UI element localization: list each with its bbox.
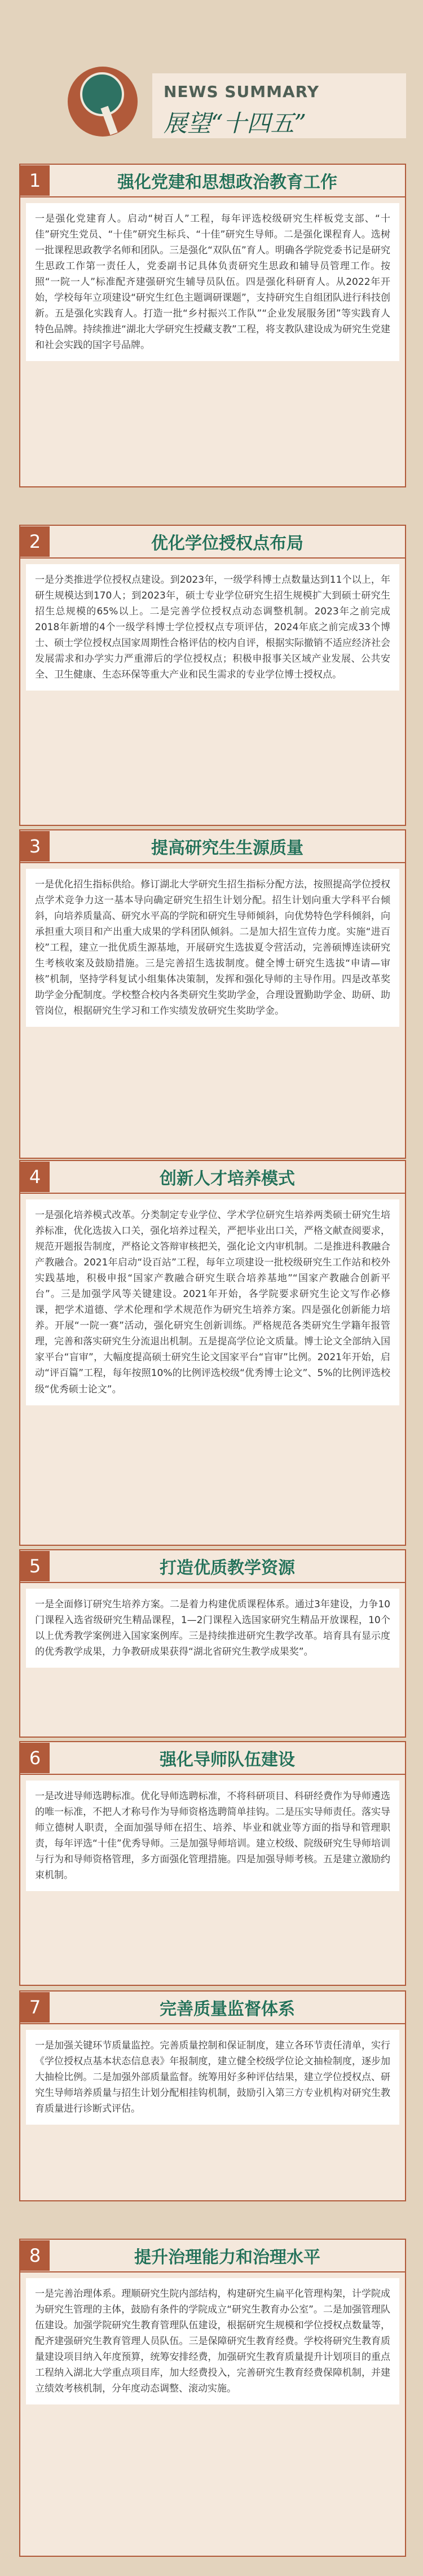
section-text: 一是完善治理体系。理顺研究生院内部结构，构建研究生扁平化管理构架，计学院成为研究生管理的主体，鼓励有条件的学院成立“研究生教育办公室”。二是加强管理队伍建设。加强学院研究生教育管理队伍建设，根据研究生规模和学位授权点数量等，配齐建强研究生教育管理人员队伍。三是保障研究生教育经费。学校将研究生教育质量建设项目纳入年度预算，统筹安排经费，加强研究生教育质量提升计划项目的重点工程纳入湖北大学重点项目库，加大经费投入，完善研究生教育经费保障机制，并建立绩效考核机制，分年度动态调整、滚动实施。: [35, 2288, 390, 2395]
section-header: [20, 1161, 405, 1194]
section-text: 一是改进导师选聘标准。优化导师选聘标准，不将科研项目、科研经费作为导师遴选的唯一标准，不把人才称号作为导师资格选聘简单挂钩。二是压实导师责任。落实导师立德树人职责，全面加强导师在招生、培养、毕业和就业等方面的指导和管理职责，每年评选“十佳”优秀导师。三是加强导师培训。建立校级、院级研究生导师培训与行为和导师资格管理，多方面强化管理措施。四是加强导师考核。五是建立激励约束机制。: [35, 1791, 390, 1882]
section-title: 强化党建和思想政治教育工作: [117, 173, 337, 192]
news-summary-label: NEWS SUMMARY: [164, 82, 319, 101]
page-title: 展望“十四五”: [164, 109, 306, 137]
section-8: [19, 2239, 406, 2557]
section-header: [20, 1742, 405, 1775]
section-number: 6: [20, 1743, 50, 1773]
section-number: 1: [20, 165, 50, 196]
section-4: [19, 1160, 406, 1546]
section-title: 完善质量监督体系: [160, 1999, 295, 2019]
section-number: 2: [20, 526, 50, 557]
section-title: 提高研究生生源质量: [151, 838, 303, 858]
section-number: 5: [20, 1551, 50, 1581]
section-2: [19, 525, 406, 826]
section-body: [26, 203, 399, 361]
section-header: [20, 2240, 405, 2272]
header: [0, 0, 423, 164]
header-panel: [152, 73, 406, 138]
section-number: 7: [20, 1992, 50, 2023]
section-body: [26, 564, 399, 691]
section-body: [26, 1781, 399, 1891]
section-header: [20, 1992, 405, 2024]
section-body: [26, 1199, 399, 1405]
section-6: [19, 1741, 406, 1986]
section-body: [26, 869, 399, 1027]
section-5: [19, 1549, 406, 1738]
section-title: 优化学位授权点布局: [151, 534, 303, 553]
section-text: 一是优化招生指标供给。修订湖北大学研究生招生指标分配方法，按照提高学位授权点学术竞争力这一基本导向确定研究生招生计划分配。招生计划向重大学科平台倾斜，向培养质量高、研究水平高的学院和研究生导师倾斜，向优势特色学科倾斜，向承担重大项目和产出重大成果的学科团队倾斜。二是加大招生宣传力度。实施“进百校”工程，建立一批优质生源基地，开展研究生选拔夏令营活动，完善硕博连读研究生考核收案及鼓励措施。三是完善招生选拔制度。健全博士研究生选拔“申请—审核”机制，坚持学科复试小组集体决策制，发挥和强化导师的主导作用。四是改革奖助学金分配制度。学校整合校内各类研究生奖助学金，合理设置勤助学金、助研、助管岗位，根据研究生学习和工作实绩发放研究生奖助学金。: [35, 879, 390, 1017]
section-text: 一是全面修订研究生培养方案。二是着力构建优质课程体系。通过3年建设，力争10门课程入选省级研究生精品课程，1—2门课程入选国家研究生精品开放课程，10个以上优秀教学案例进入国家案例库。三是持续推进研究生教学改革。培育具有显示度的优秀教学成果，力争教研成果获得“湖北省研究生教学成果奖”。: [35, 1599, 390, 1658]
section-header: [20, 1550, 405, 1583]
microphone-icon: [68, 67, 138, 137]
section-number: 4: [20, 1162, 50, 1192]
section-title: 提升治理能力和治理水平: [134, 2248, 320, 2267]
section-7: [19, 1990, 406, 2201]
section-header: [20, 165, 405, 197]
section-number: 3: [20, 831, 50, 861]
section-body: [26, 2278, 399, 2404]
section-title: 创新人才培养模式: [160, 1169, 295, 1189]
section-text: 一是分类推进学位授权点建设。到2023年，一级学科博士点数量达到11个以上，年研生规模达到170人；到2023年，硕士专业学位研究生招生规模扩大到硕士研究生招生总规模的65%以上。二是完善学位授权点动态调整机制。2023年之前完成2018年新增的4个一级学科博士学位授权点专项评估，2024年底之前完成33个博士、硕士学位授权点国家周期性合格评估的校内自评，根据实际撤销不适应经济社会发展需求和办学实力严重滞后的学位授权点；积极申报事关区域产业发展、公共安全、卫生健康、生态环保等重大产业和民生需求的专业学位博士授权点。: [35, 574, 390, 681]
section-title: 打造优质教学资源: [160, 1558, 295, 1578]
section-body: [26, 2030, 399, 2125]
section-1: [19, 164, 406, 487]
section-header: [20, 830, 405, 863]
section-number: 8: [20, 2240, 50, 2271]
section-text: 一是强化培养模式改革。分类制定专业学位、学术学位研究生培养两类硕士研究生培养标准，优化选拔入口关，强化培养过程关，严把毕业出口关，严格文献查阅要求，规范开题报告制度，严格论文答辩审核把关，强化论文内审机制。二是推进科教融合产教融合。2021年启动“设百站”工程，每年立项建设一批校级研究生工作站和校外实践基地，积极申报“国家产教融合研究生联合培养基地”“国家产教融合创新平台”。三是加强学风等关键建设。2021年开始，各学院要求研究生论文写作必修课，把学术道德、学术伦理和学术规范作为研究生培养方案。四是强化创新能力培养。开展“一院一赛”活动，强化研究生创新训练。严格规范各类研究生学籍年报管理，完善和落实研究生分流退出机制。五是提高学位论文质量。博士论文全部纳入国家平台“盲审”，大幅度提高硕士研究生论文国家平台“盲审”比例。2021年开始，启动“评百篇”工程，每年按照10%的比例评选校级“优秀博士论文”、5%的比例评选校级“优秀硕士论文”。: [35, 1210, 390, 1395]
section-header: [20, 526, 405, 559]
section-text: 一是强化党建育人。启动“树百人”工程，每年评选校级研究生样板党支部、“十佳”研究生党员、“十佳”研究生标兵、“十佳”研究生导师。二是强化课程育人。选树一批课程思政教学名师和团队。三是强化“双队伍”育人。明确各学院党委书记是研究生思政工作第一责任人，党委副书记具体负责研究生思政和辅导员管理工作。按照“一院一人”标准配齐建强研究生辅导员队伍。四是强化科研育人。从2022年开始，学校每年立项建设“研究生红色主题调研课题”，支持研究生自组团队进行科技创新。五是强化实践育人。打造一批“乡村振兴工作队”“企业发展服务团”等实践育人特色品牌。持续推进“湖北大学研究生授藏支教”工程，将支教队建设成为研究生党建和社会实践的国字号品牌。: [35, 213, 390, 351]
section-text: 一是加强关键环节质量监控。完善质量控制和保证制度，建立各环节责任清单，实行《学位授权点基本状态信息表》年报制度，建立健全校级学位论文抽检制度，逐步加大抽检比例。二是加强外部质量监督。统筹用好多种评估结果，建立学位授权点、研究生导师培养质量与招生计划分配相挂钩机制，鼓励引入第三方专业机构对研究生教育质量进行诊断式评估。: [35, 2040, 390, 2115]
section-title: 强化导师队伍建设: [160, 1750, 295, 1770]
section-body: [26, 1589, 399, 1668]
section-3: [19, 829, 406, 1159]
